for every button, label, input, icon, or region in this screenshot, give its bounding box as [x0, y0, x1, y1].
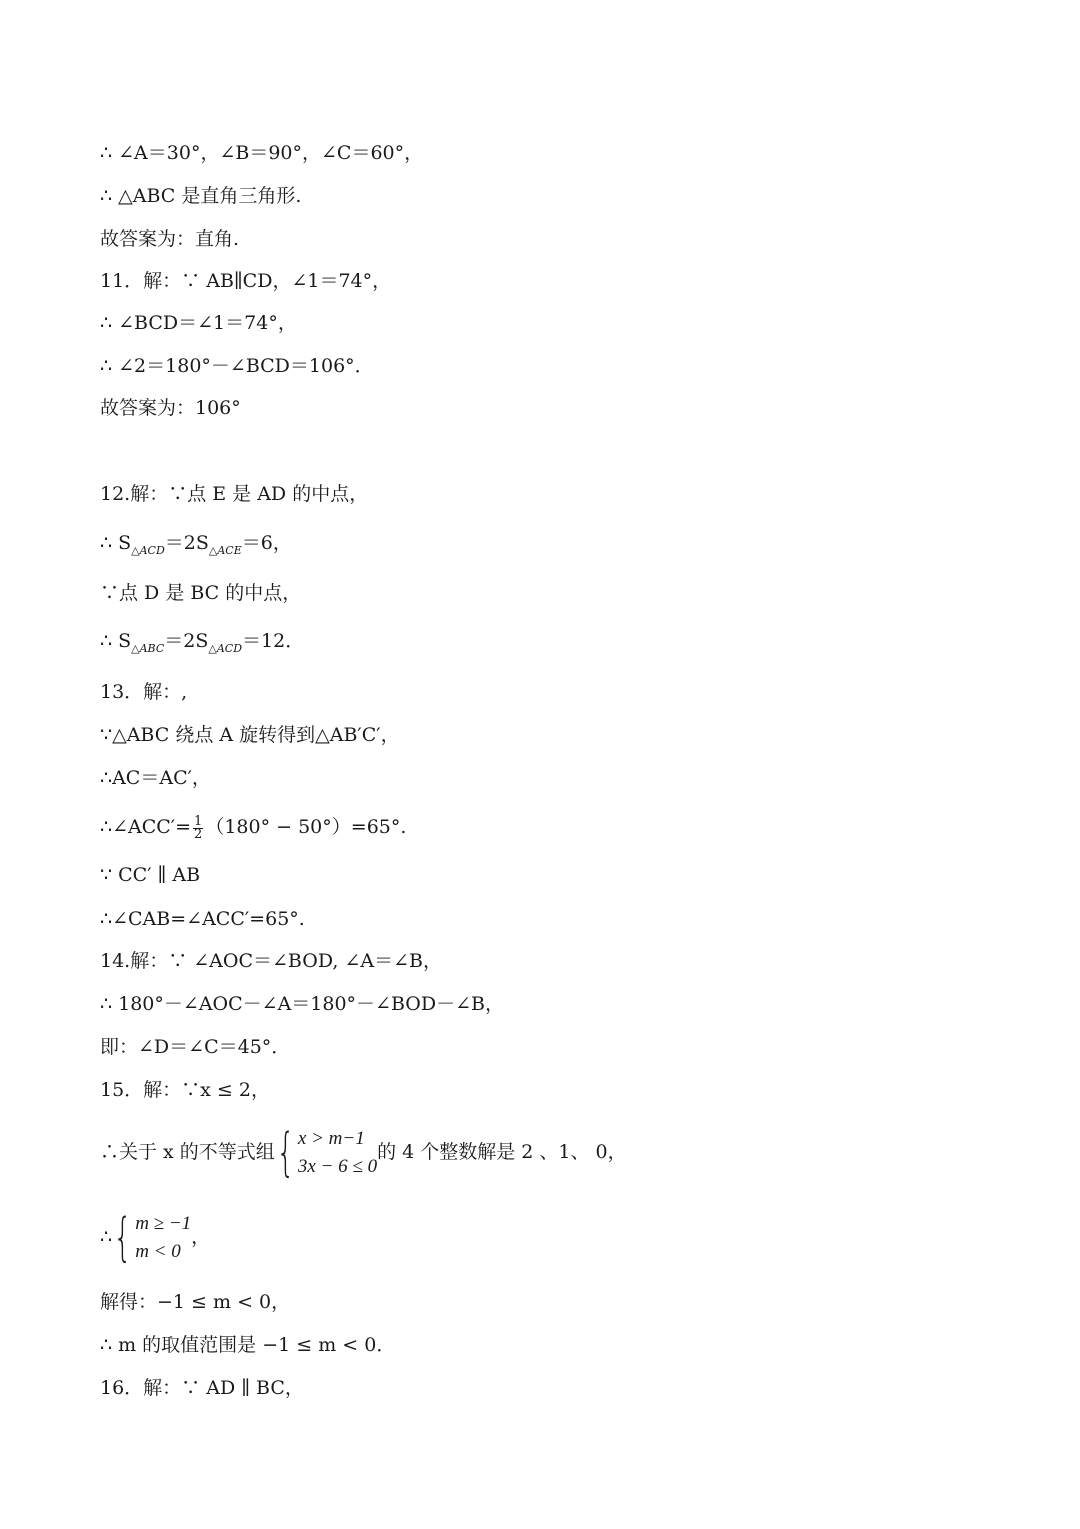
inequality-system [275, 1125, 377, 1181]
text-line [100, 814, 406, 841]
text-line: 15．解：∵x ≤ 2， [100, 1079, 270, 1101]
text-segment: ∴∠ACC′= [100, 816, 192, 838]
system-line: m < 0 [135, 1241, 181, 1262]
text-segment: ∴关于 x 的不等式组 [100, 1141, 275, 1163]
text-line: ∴ ∠A＝30°，∠B＝90°，∠C＝60°， [100, 142, 424, 164]
text-line [100, 1205, 210, 1269]
fraction [193, 813, 203, 842]
text-line [100, 530, 292, 564]
text-line: ∴ m 的取值范围是 −1 ≤ m < 0． [100, 1334, 396, 1356]
left-brace: { [113, 1208, 132, 1268]
text-segment: ＝12． [242, 630, 305, 652]
text-line: 16．解：∵ AD ∥ BC， [100, 1377, 304, 1399]
text-line: ∴ 180°－∠AOC－∠A＝180°－∠BOD－∠B， [100, 993, 504, 1015]
system-line: x > m−1 [297, 1128, 365, 1149]
text-line: 解得：−1 ≤ m < 0， [100, 1291, 291, 1313]
text-segment: ∴ [100, 1226, 113, 1248]
subscript: △ACD [131, 544, 165, 557]
left-brace: { [276, 1123, 295, 1183]
text-line: 14.解：∵ ∠AOC＝∠BOD, ∠A＝∠B， [100, 950, 442, 972]
text-segment: ， [191, 1226, 211, 1248]
fraction-denominator: 2 [194, 826, 203, 842]
text-line: ∴AC＝AC′， [100, 767, 211, 789]
subscript: △ACE [208, 544, 242, 557]
text-line: 13．解：, [100, 681, 188, 703]
text-segment: ∴ S [100, 532, 132, 554]
text-line: 即：∠D＝∠C＝45°． [100, 1036, 291, 1058]
text-line: ∴ △ABC 是直角三角形. [100, 185, 302, 207]
text-segment: ＝2S [164, 532, 209, 554]
text-line: ∵点 D 是 BC 的中点， [100, 582, 302, 604]
text-line [100, 628, 304, 662]
text-line: 故答案为：直角. [100, 228, 240, 250]
text-segment: ∴ S [100, 630, 132, 652]
text-line: ∴∠CAB=∠ACC′=65°. [100, 908, 305, 930]
system-line: m ≥ −1 [135, 1213, 192, 1234]
text-line: 11．解：∵ AB∥CD，∠1＝74°， [100, 270, 392, 292]
inequality-system [112, 1210, 191, 1266]
text-segment: ＝6， [241, 532, 292, 554]
subscript: △ACD [208, 642, 243, 655]
fraction-numerator: 1 [194, 813, 203, 829]
system-line: 3x − 6 ≤ 0 [297, 1156, 378, 1177]
text-segment: 的 4 个整数解是 2 、1、 0， [377, 1141, 627, 1163]
text-line [100, 1120, 627, 1184]
text-segment: （180° − 50°）=65°. [205, 816, 407, 838]
text-line: ∵△ABC 绕点 A 旋转得到△AB′C′， [100, 724, 400, 746]
subscript: △ABC [131, 642, 165, 655]
text-line: ∴ ∠BCD＝∠1＝74°， [100, 312, 297, 334]
text-line: 故答案为：106° [100, 397, 241, 419]
text-line: ∴ ∠2＝180°－∠BCD＝106°． [100, 355, 374, 377]
text-segment: ＝2S [164, 630, 209, 652]
text-line: 12.解：∵点 E 是 AD 的中点， [100, 483, 369, 505]
text-line: ∵ CC′ ∥ AB [100, 864, 201, 886]
